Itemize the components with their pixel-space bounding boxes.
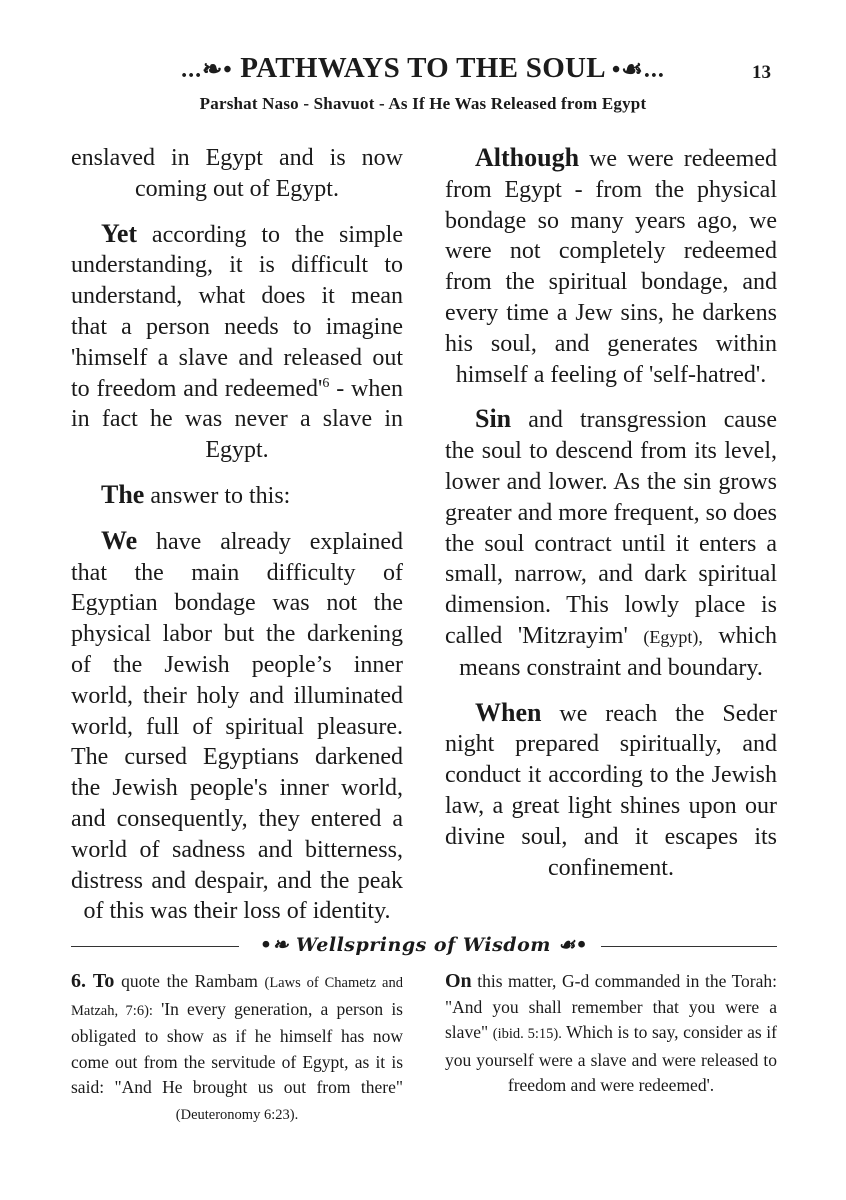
paragraph — [445, 698, 777, 884]
paragraph-text: have already explained that the main difficulty of Egyptian bondage was not the physical labor but the darkening of the Jewish people’s inner world, their holy and illuminated world, full of spiritual pleasure. The cursed Egyptians darkened the Jewish people's inner world, and consequently, they entered a world of sadness and bitterness, distress and despair, and the peak of this was their loss of identity. — [71, 528, 403, 925]
footnote-ref: 6 — [322, 375, 330, 391]
footnote-text: this matter, G-d commanded in the Torah: "And you shall remember that you were a slave" — [445, 971, 777, 1043]
paragraph-text: (Egypt), — [643, 626, 703, 647]
footnote-text: 'In every generation, a person is obligated to show as if he himself has now come out from the servitude of Egypt, as it is said: "And He brought us out from there" — [71, 998, 403, 1098]
paragraph-text: according to the simple understanding, it is difficult to understand, what does it mean that a person needs to imagine 'himself a slave and released out to freedom and redeemed' — [71, 221, 403, 402]
page-header — [0, 52, 846, 85]
footnote-citation: (Deuteronomy 6:23). — [175, 1106, 299, 1123]
paragraph — [445, 404, 777, 683]
lead-word: The — [101, 479, 145, 509]
footnote-text: Which is to say, consider as if you yourself were a slave and were released to freedom and were redeemed'. — [445, 1022, 777, 1096]
paragraph — [71, 480, 403, 512]
paragraph-text: we were redeemed from Egypt - from the physical bondage so many years ago, we were not completely redeemed from the spiritual bondage, and every time a Jew sins, he darkens his soul, and generates within himself a feeling of 'self-hatred'. — [445, 146, 777, 388]
paragraph-text: we reach the Seder night prepared spiritually, and conduct it according to the Jewish law, a great light shines upon our divine soul, and it escapes its confinement. — [445, 700, 777, 881]
left-column — [71, 143, 403, 941]
page-number: 13 — [752, 62, 771, 83]
footnote-text: quote the Rambam — [114, 971, 265, 991]
header-title-line — [181, 52, 665, 84]
paragraph — [445, 143, 777, 390]
paragraph — [71, 143, 403, 205]
paragraph-text: - when in fact he was never a slave in Egypt. — [71, 375, 403, 464]
footnote-paragraph — [445, 969, 777, 1099]
lead-word: Although — [475, 143, 580, 172]
paragraph-text: enslaved in Egypt and is now coming out of Egypt. — [71, 145, 403, 202]
paragraph — [71, 526, 403, 927]
lead-word: We — [101, 525, 138, 555]
lead-word: Sin — [475, 404, 512, 434]
paragraph-text: and transgression cause the soul to descend from its level, lower and lower. As the sin grows greater and more frequent, so does the soul contract until it enters a small, narrow, and dark spiritual dimension. This lowly place is called 'Mitzrayim' — [445, 407, 777, 649]
divider-line — [601, 946, 777, 947]
footnote-citation: (ibid. 5:15). — [492, 1026, 562, 1043]
ornament-left-icon: ...❧• — [181, 57, 233, 83]
footnote-left — [71, 969, 403, 1129]
footnote-citation: (Laws of Chametz and Matzah, 7:6): — [71, 975, 403, 1019]
running-title: PATHWAYS TO THE SOUL — [240, 52, 605, 84]
footnote-paragraph — [71, 969, 403, 1129]
paragraph-text: which means constraint and boundary. — [459, 622, 778, 681]
footnote-right — [445, 969, 777, 1099]
footnote-lead: 6. To — [71, 970, 115, 992]
paragraph-text: answer to this: — [144, 482, 291, 509]
paragraph — [71, 219, 403, 466]
right-column — [445, 143, 777, 897]
ornament-right-icon: •☙... — [611, 57, 665, 83]
lead-word: When — [475, 697, 542, 727]
section-divider — [71, 934, 777, 958]
divider-label: •❧ Wellsprings of Wisdom ☙• — [259, 934, 589, 956]
running-subtitle: Parshat Naso - Shavuot - As If He Was Released from Egypt — [199, 94, 647, 113]
lead-word: Yet — [101, 218, 138, 248]
footnote-lead: On — [445, 970, 472, 992]
